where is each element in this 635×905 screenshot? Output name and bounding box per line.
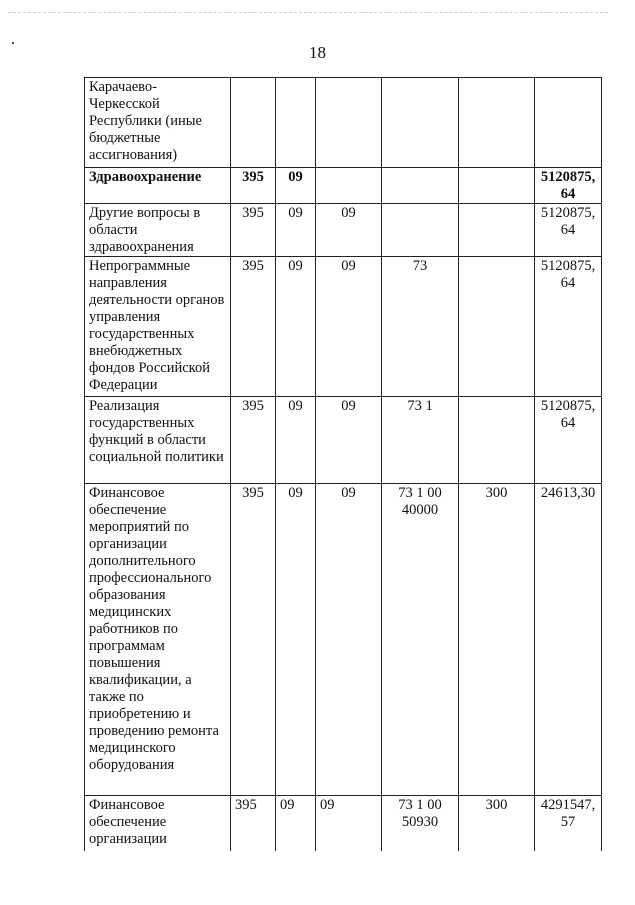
- row-subsection-cell: 09: [316, 796, 382, 851]
- row-code-cell: 395: [231, 204, 276, 257]
- row-code-cell: 395: [231, 257, 276, 397]
- row-target-cell: [382, 204, 459, 257]
- row-section-cell: 09: [276, 168, 316, 204]
- table-row: [85, 78, 602, 168]
- row-code-cell: 395: [231, 796, 276, 851]
- row-subsection-cell: 09: [316, 257, 382, 397]
- row-subsection-cell: [316, 168, 382, 204]
- row-section-cell: [276, 78, 316, 168]
- scan-artifact-line: [8, 12, 608, 13]
- page-number: 18: [309, 43, 326, 62]
- row-subsection-cell: [316, 78, 382, 168]
- table-row: [85, 397, 602, 484]
- row-section-cell: 09: [276, 796, 316, 851]
- row-subsection-cell: 09: [316, 484, 382, 796]
- row-expense-type-cell: [459, 78, 535, 168]
- row-sum-cell: 5120875,64: [535, 204, 602, 257]
- row-expense-type-cell: 300: [459, 484, 535, 796]
- row-target-cell: [382, 78, 459, 168]
- row-name-cell: Здравоохранение: [85, 168, 231, 204]
- row-code-cell: 395: [231, 168, 276, 204]
- row-sum-cell: 4291547,57: [535, 796, 602, 851]
- row-expense-type-cell: [459, 204, 535, 257]
- row-target-cell: 73 1 00 50930: [382, 796, 459, 851]
- row-section-cell: 09: [276, 484, 316, 796]
- row-subsection-cell: 09: [316, 204, 382, 257]
- row-code-cell: [231, 78, 276, 168]
- table-row: [85, 204, 602, 257]
- row-target-cell: 73 1: [382, 397, 459, 484]
- row-name-cell: Карачаево-Черкесской Республики (иные бюджетные ассигнования): [85, 78, 231, 168]
- budget-table: [84, 77, 602, 851]
- row-code-cell: 395: [231, 397, 276, 484]
- row-expense-type-cell: [459, 168, 535, 204]
- table-row: [85, 484, 602, 796]
- row-section-cell: 09: [276, 204, 316, 257]
- row-name-cell: Финансовое обеспечение организации: [85, 796, 231, 851]
- row-name-cell: Непрограммные направления деятельности органов управления государственных внебюджетных фондов Российской Федерации: [85, 257, 231, 397]
- row-section-cell: 09: [276, 257, 316, 397]
- table-row: [85, 168, 602, 204]
- row-expense-type-cell: 300: [459, 796, 535, 851]
- table-row: [85, 796, 602, 851]
- row-name-cell: Финансовое обеспечение мероприятий по организации дополнительного профессионального образования медицинских работников по программам повышения квалификации, а также по приобретению и проведению ремонта медицинского оборудования: [85, 484, 231, 796]
- row-expense-type-cell: [459, 397, 535, 484]
- table-row: [85, 257, 602, 397]
- row-sum-cell: [535, 78, 602, 168]
- row-subsection-cell: 09: [316, 397, 382, 484]
- row-code-cell: 395: [231, 484, 276, 796]
- row-target-cell: [382, 168, 459, 204]
- row-sum-cell: 5120875,64: [535, 257, 602, 397]
- row-target-cell: 73 1 00 40000: [382, 484, 459, 796]
- row-expense-type-cell: [459, 257, 535, 397]
- row-name-cell: Реализация государственных функций в области социальной политики: [85, 397, 231, 484]
- row-sum-cell: 5120875,64: [535, 168, 602, 204]
- row-name-cell: Другие вопросы в области здравоохранения: [85, 204, 231, 257]
- row-section-cell: 09: [276, 397, 316, 484]
- row-sum-cell: 24613,30: [535, 484, 602, 796]
- row-target-cell: 73: [382, 257, 459, 397]
- row-sum-cell: 5120875,64: [535, 397, 602, 484]
